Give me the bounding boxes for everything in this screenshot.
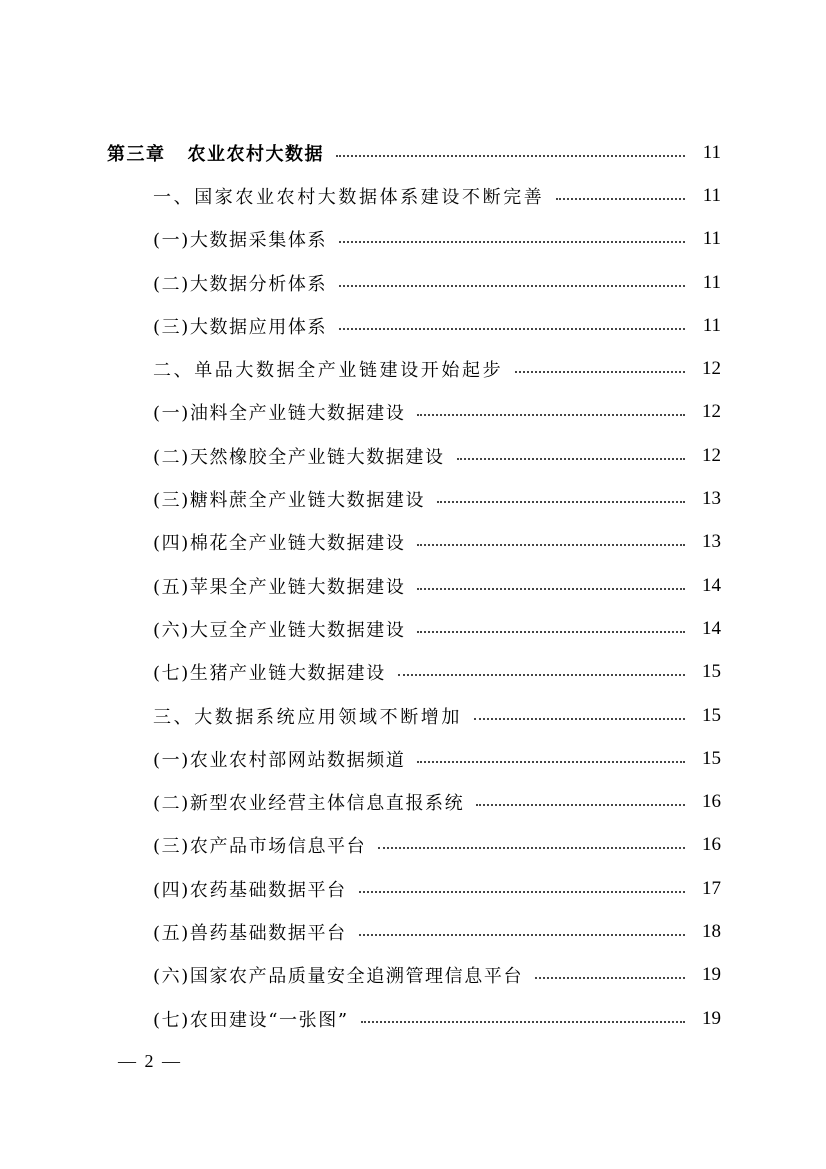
toc-subsection-entry[interactable]	[0, 607, 826, 650]
dot-leader	[535, 977, 685, 979]
entry-title: 三、大数据系统应用领域不断增加	[153, 706, 462, 728]
page-number: 15	[702, 661, 721, 683]
toc-section-entry[interactable]	[0, 694, 826, 737]
toc-section-entry[interactable]	[0, 174, 826, 217]
dot-leader	[417, 588, 685, 590]
toc-subsection-entry[interactable]	[0, 477, 826, 520]
page-number: 11	[702, 314, 721, 336]
entry-title: (六)国家农产品质量安全追溯管理信息平台	[153, 966, 524, 988]
page-number: 14	[702, 574, 721, 596]
dot-leader	[556, 198, 685, 200]
page-number: 13	[702, 531, 721, 553]
page-number: 11	[702, 141, 721, 163]
chapter-number: 第三章	[107, 143, 166, 165]
dot-leader	[339, 328, 685, 330]
toc-subsection-entry[interactable]	[0, 780, 826, 823]
toc-subsection-entry[interactable]	[0, 391, 826, 434]
page-number: 19	[702, 1007, 721, 1029]
entry-title: (二)天然橡胶全产业链大数据建设	[153, 446, 445, 468]
toc-subsection-entry[interactable]	[0, 564, 826, 607]
entry-title: (二)新型农业经营主体信息直报系统	[153, 793, 465, 815]
entry-title: (一)农业农村部网站数据频道	[153, 749, 406, 771]
toc-subsection-entry[interactable]	[0, 954, 826, 997]
toc-subsection-entry[interactable]	[0, 737, 826, 780]
dot-leader	[417, 414, 685, 416]
page-footer: — 2 —	[118, 1051, 182, 1071]
toc-subsection-entry[interactable]	[0, 824, 826, 867]
page-number: 15	[702, 747, 721, 769]
dot-leader	[417, 631, 685, 633]
entry-title: (七)生猪产业链大数据建设	[153, 663, 386, 685]
entry-title: (三)大数据应用体系	[153, 316, 328, 338]
toc-subsection-entry[interactable]	[0, 434, 826, 477]
page-number: 11	[702, 228, 721, 250]
dot-leader	[474, 718, 685, 720]
dot-leader	[336, 155, 685, 157]
dot-leader	[359, 934, 685, 936]
toc-chapter-entry[interactable]	[0, 131, 826, 174]
dot-leader	[359, 891, 685, 893]
dot-leader	[437, 501, 685, 503]
toc-subsection-entry[interactable]	[0, 997, 826, 1040]
page-number: 12	[702, 444, 721, 466]
entry-title: (三)农产品市场信息平台	[153, 836, 367, 858]
toc-subsection-entry[interactable]	[0, 651, 826, 694]
page-number: 11	[702, 271, 721, 293]
toc-subsection-entry[interactable]	[0, 304, 826, 347]
dot-leader	[339, 285, 685, 287]
dot-leader	[361, 1021, 685, 1023]
entry-title: (一)大数据采集体系	[153, 230, 328, 252]
table-of-contents	[0, 131, 826, 1040]
page-number: 18	[702, 920, 721, 942]
page-number: 17	[702, 877, 721, 899]
entry-title: (五)苹果全产业链大数据建设	[153, 576, 406, 598]
page-number: 13	[702, 488, 721, 510]
dot-leader	[339, 241, 685, 243]
page-number: 12	[702, 401, 721, 423]
page-number: 12	[702, 358, 721, 380]
entry-title: (七)农田建设“一张图”	[153, 1009, 349, 1031]
page-number: 16	[702, 834, 721, 856]
entry-title: (四)农药基础数据平台	[153, 879, 347, 901]
entry-title: 二、单品大数据全产业链建设开始起步	[153, 360, 504, 382]
dot-leader	[398, 674, 685, 676]
page-number: 15	[702, 704, 721, 726]
page-number: 14	[702, 617, 721, 639]
toc-subsection-entry[interactable]	[0, 521, 826, 564]
entry-title: (三)糖料蔗全产业链大数据建设	[153, 490, 426, 512]
chapter-title: 农业农村大数据	[187, 143, 324, 165]
entry-title: (二)大数据分析体系	[153, 273, 328, 295]
dot-leader	[378, 847, 685, 849]
entry-title: (四)棉花全产业链大数据建设	[153, 533, 406, 555]
dot-leader	[457, 458, 685, 460]
toc-subsection-entry[interactable]	[0, 867, 826, 910]
toc-subsection-entry[interactable]	[0, 218, 826, 261]
dot-leader	[417, 761, 685, 763]
toc-subsection-entry[interactable]	[0, 261, 826, 304]
toc-subsection-entry[interactable]	[0, 910, 826, 953]
entry-title: (一)油料全产业链大数据建设	[153, 403, 406, 425]
dot-leader	[476, 804, 685, 806]
chapter-heading	[107, 140, 324, 166]
dot-leader	[515, 371, 685, 373]
page-number: 16	[702, 791, 721, 813]
entry-title: (五)兽药基础数据平台	[153, 922, 347, 944]
toc-entries	[0, 174, 826, 1040]
dot-leader	[417, 544, 685, 546]
toc-section-entry[interactable]	[0, 347, 826, 390]
page-number: 11	[702, 184, 721, 206]
entry-title: 一、国家农业农村大数据体系建设不断完善	[153, 186, 545, 208]
page-number: 19	[702, 964, 721, 986]
entry-title: (六)大豆全产业链大数据建设	[153, 619, 406, 641]
